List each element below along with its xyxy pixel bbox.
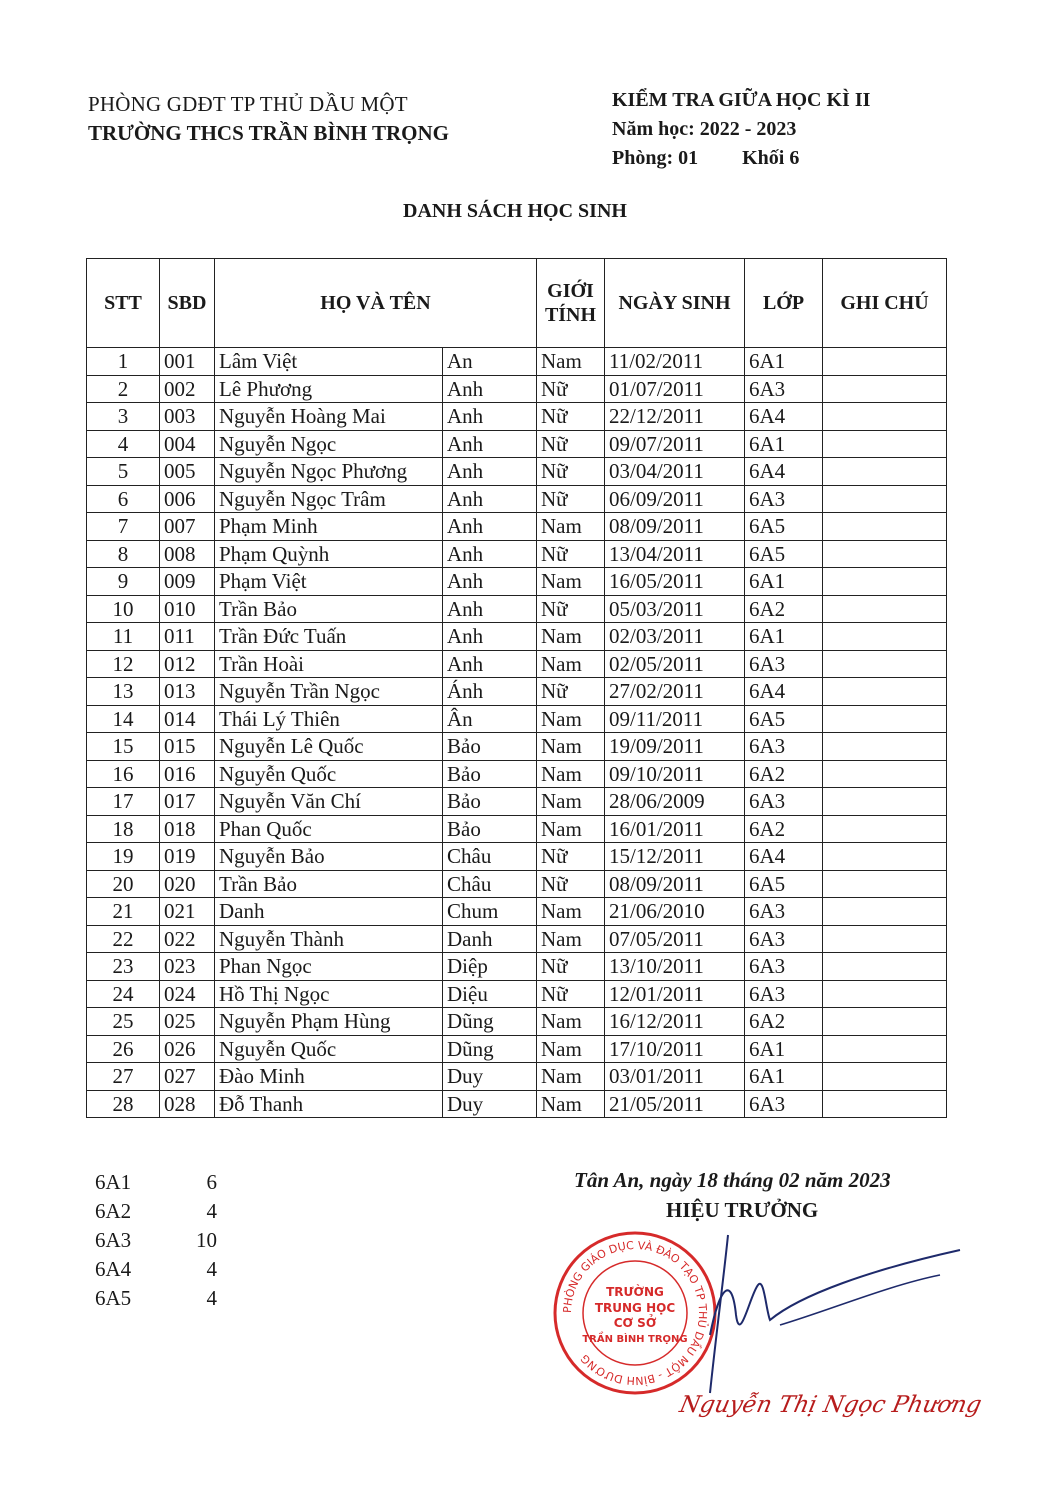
summary-count: 4 — [206, 1199, 217, 1223]
cell-class: 6A4 — [745, 403, 823, 431]
cell-class: 6A3 — [745, 1090, 823, 1118]
cell-stt: 9 — [87, 568, 160, 596]
summary-class: 6A5 — [95, 1286, 132, 1310]
cell-sbd: 014 — [160, 705, 215, 733]
summary-count: 6 — [206, 1170, 217, 1194]
cell-stt: 8 — [87, 540, 160, 568]
cell-class: 6A3 — [745, 925, 823, 953]
col-header-stt: STT — [87, 259, 160, 348]
cell-note — [823, 623, 947, 651]
cell-first-name: Anh — [443, 485, 537, 513]
cell-class: 6A3 — [745, 898, 823, 926]
cell-note — [823, 540, 947, 568]
cell-gender: Nữ — [537, 678, 605, 706]
cell-note — [823, 760, 947, 788]
cell-first-name: Diệp — [443, 953, 537, 981]
summary-row — [95, 1255, 217, 1284]
cell-first-name: Anh — [443, 595, 537, 623]
cell-first-name: Bảo — [443, 760, 537, 788]
cell-gender: Nam — [537, 513, 605, 541]
cell-stt: 26 — [87, 1035, 160, 1063]
stamp-center-line1: TRƯỜNG — [606, 1285, 664, 1299]
cell-last-middle-name: Hồ Thị Ngọc — [215, 980, 443, 1008]
cell-first-name: Duy — [443, 1090, 537, 1118]
cell-gender: Nam — [537, 925, 605, 953]
cell-note — [823, 815, 947, 843]
exam-title: KIỂM TRA GIỮA HỌC KÌ II — [612, 89, 871, 111]
table-row — [87, 788, 947, 816]
cell-last-middle-name: Nguyễn Văn Chí — [215, 788, 443, 816]
table-row — [87, 980, 947, 1008]
cell-sbd: 001 — [160, 348, 215, 376]
cell-sbd: 027 — [160, 1063, 215, 1091]
cell-stt: 6 — [87, 485, 160, 513]
cell-sbd: 025 — [160, 1008, 215, 1036]
cell-last-middle-name: Nguyễn Quốc — [215, 1035, 443, 1063]
document-title: DANH SÁCH HỌC SINH — [403, 200, 627, 222]
table-row — [87, 568, 947, 596]
table-row — [87, 513, 947, 541]
table-row — [87, 430, 947, 458]
cell-note — [823, 650, 947, 678]
cell-stt: 1 — [87, 348, 160, 376]
cell-first-name: Anh — [443, 403, 537, 431]
cell-gender: Nam — [537, 348, 605, 376]
cell-class: 6A3 — [745, 485, 823, 513]
cell-first-name: Bảo — [443, 788, 537, 816]
cell-note — [823, 870, 947, 898]
cell-note — [823, 788, 947, 816]
table-row — [87, 1063, 947, 1091]
room-number: Phòng: 01 — [612, 147, 699, 169]
cell-sbd: 022 — [160, 925, 215, 953]
cell-first-name: Anh — [443, 568, 537, 596]
stamp-center-line2: TRUNG HỌC — [594, 1301, 676, 1315]
table-header-row — [87, 259, 947, 348]
cell-last-middle-name: Phạm Việt — [215, 568, 443, 596]
stamp-center-line3: CƠ SỞ — [613, 1316, 657, 1330]
cell-gender: Nữ — [537, 458, 605, 486]
cell-stt: 13 — [87, 678, 160, 706]
cell-class: 6A1 — [745, 623, 823, 651]
cell-note — [823, 1035, 947, 1063]
cell-dob: 09/10/2011 — [605, 760, 745, 788]
cell-stt: 20 — [87, 870, 160, 898]
table-body — [87, 348, 947, 1118]
cell-sbd: 004 — [160, 430, 215, 458]
cell-gender: Nam — [537, 898, 605, 926]
cell-first-name: Anh — [443, 540, 537, 568]
cell-dob: 05/03/2011 — [605, 595, 745, 623]
cell-dob: 22/12/2011 — [605, 403, 745, 431]
cell-dob: 08/09/2011 — [605, 870, 745, 898]
cell-gender: Nam — [537, 568, 605, 596]
cell-sbd: 024 — [160, 980, 215, 1008]
cell-gender: Nữ — [537, 595, 605, 623]
cell-dob: 03/01/2011 — [605, 1063, 745, 1091]
cell-first-name: Dũng — [443, 1035, 537, 1063]
cell-class: 6A5 — [745, 513, 823, 541]
cell-last-middle-name: Phạm Minh — [215, 513, 443, 541]
cell-first-name: Châu — [443, 843, 537, 871]
cell-first-name: Ánh — [443, 678, 537, 706]
cell-note — [823, 843, 947, 871]
cell-class: 6A5 — [745, 705, 823, 733]
table-row — [87, 595, 947, 623]
cell-note — [823, 925, 947, 953]
cell-stt: 24 — [87, 980, 160, 1008]
cell-note — [823, 1090, 947, 1118]
cell-first-name: Danh — [443, 925, 537, 953]
cell-sbd: 019 — [160, 843, 215, 871]
cell-sbd: 023 — [160, 953, 215, 981]
summary-row — [95, 1226, 217, 1255]
table-row — [87, 898, 947, 926]
gender-header-line2: TÍNH — [544, 304, 597, 326]
cell-first-name: Anh — [443, 623, 537, 651]
cell-note — [823, 375, 947, 403]
cell-gender: Nữ — [537, 540, 605, 568]
table-row — [87, 705, 947, 733]
summary-class: 6A4 — [95, 1257, 132, 1281]
cell-dob: 16/05/2011 — [605, 568, 745, 596]
col-header-dob: NGÀY SINH — [605, 259, 745, 348]
cell-gender: Nam — [537, 815, 605, 843]
table-row — [87, 870, 947, 898]
cell-note — [823, 403, 947, 431]
cell-gender: Nữ — [537, 403, 605, 431]
cell-gender: Nam — [537, 1008, 605, 1036]
place-date: Tân An, ngày 18 tháng 02 năm 2023 — [574, 1168, 891, 1192]
cell-first-name: Anh — [443, 458, 537, 486]
cell-dob: 28/06/2009 — [605, 788, 745, 816]
cell-stt: 23 — [87, 953, 160, 981]
cell-dob: 07/05/2011 — [605, 925, 745, 953]
cell-gender: Nam — [537, 1090, 605, 1118]
cell-last-middle-name: Nguyễn Quốc — [215, 760, 443, 788]
table-row — [87, 733, 947, 761]
cell-gender: Nam — [537, 1035, 605, 1063]
cell-dob: 16/01/2011 — [605, 815, 745, 843]
signer-name: Nguyễn Thị Ngọc Phương — [677, 1392, 984, 1418]
cell-dob: 27/02/2011 — [605, 678, 745, 706]
summary-class: 6A1 — [95, 1170, 132, 1194]
cell-class: 6A2 — [745, 595, 823, 623]
cell-class: 6A4 — [745, 458, 823, 486]
table-row — [87, 678, 947, 706]
cell-last-middle-name: Nguyễn Phạm Hùng — [215, 1008, 443, 1036]
cell-first-name: An — [443, 348, 537, 376]
cell-first-name: Anh — [443, 430, 537, 458]
table-row — [87, 843, 947, 871]
cell-sbd: 008 — [160, 540, 215, 568]
cell-note — [823, 513, 947, 541]
cell-last-middle-name: Nguyễn Trần Ngọc — [215, 678, 443, 706]
cell-class: 6A2 — [745, 1008, 823, 1036]
cell-gender: Nam — [537, 623, 605, 651]
cell-gender: Nữ — [537, 485, 605, 513]
cell-sbd: 028 — [160, 1090, 215, 1118]
cell-note — [823, 458, 947, 486]
col-header-name: HỌ VÀ TÊN — [215, 259, 537, 348]
cell-dob: 09/07/2011 — [605, 430, 745, 458]
cell-first-name: Bảo — [443, 733, 537, 761]
cell-sbd: 006 — [160, 485, 215, 513]
class-count-summary — [95, 1168, 217, 1313]
cell-stt: 27 — [87, 1063, 160, 1091]
room-line — [612, 144, 870, 173]
cell-last-middle-name: Phan Ngọc — [215, 953, 443, 981]
cell-sbd: 020 — [160, 870, 215, 898]
cell-sbd: 010 — [160, 595, 215, 623]
cell-dob: 16/12/2011 — [605, 1008, 745, 1036]
cell-class: 6A5 — [745, 540, 823, 568]
cell-last-middle-name: Lâm Việt — [215, 348, 443, 376]
cell-last-middle-name: Trần Bảo — [215, 595, 443, 623]
summary-row — [95, 1197, 217, 1226]
cell-gender: Nữ — [537, 430, 605, 458]
cell-dob: 19/09/2011 — [605, 733, 745, 761]
cell-sbd: 002 — [160, 375, 215, 403]
cell-first-name: Anh — [443, 650, 537, 678]
cell-sbd: 005 — [160, 458, 215, 486]
table-row — [87, 1008, 947, 1036]
cell-first-name: Dũng — [443, 1008, 537, 1036]
table-row — [87, 623, 947, 651]
summary-row — [95, 1168, 217, 1197]
cell-note — [823, 568, 947, 596]
cell-stt: 21 — [87, 898, 160, 926]
cell-dob: 17/10/2011 — [605, 1035, 745, 1063]
cell-last-middle-name: Trần Đức Tuấn — [215, 623, 443, 651]
cell-first-name: Châu — [443, 870, 537, 898]
cell-class: 6A1 — [745, 1063, 823, 1091]
cell-first-name: Diệu — [443, 980, 537, 1008]
cell-first-name: Ân — [443, 705, 537, 733]
cell-sbd: 007 — [160, 513, 215, 541]
cell-last-middle-name: Nguyễn Thành — [215, 925, 443, 953]
stamp-center-line4: TRẦN BÌNH TRỌNG — [582, 1334, 688, 1345]
cell-gender: Nữ — [537, 980, 605, 1008]
cell-gender: Nam — [537, 1063, 605, 1091]
cell-stt: 10 — [87, 595, 160, 623]
cell-stt: 12 — [87, 650, 160, 678]
cell-note — [823, 678, 947, 706]
cell-sbd: 012 — [160, 650, 215, 678]
header-left — [88, 90, 449, 148]
cell-stt: 7 — [87, 513, 160, 541]
cell-class: 6A3 — [745, 375, 823, 403]
cell-class: 6A2 — [745, 815, 823, 843]
cell-note — [823, 485, 947, 513]
cell-first-name: Anh — [443, 375, 537, 403]
cell-stt: 3 — [87, 403, 160, 431]
cell-dob: 12/01/2011 — [605, 980, 745, 1008]
gender-header-line1: GIỚI — [547, 280, 594, 302]
table-row — [87, 760, 947, 788]
signer-role: HIỆU TRƯỞNG — [666, 1198, 819, 1222]
cell-class: 6A3 — [745, 650, 823, 678]
cell-class: 6A3 — [745, 733, 823, 761]
cell-class: 6A5 — [745, 870, 823, 898]
cell-last-middle-name: Trần Hoài — [215, 650, 443, 678]
cell-sbd: 026 — [160, 1035, 215, 1063]
table-row — [87, 953, 947, 981]
cell-dob: 21/05/2011 — [605, 1090, 745, 1118]
cell-note — [823, 953, 947, 981]
cell-dob: 01/07/2011 — [605, 375, 745, 403]
cell-sbd: 011 — [160, 623, 215, 651]
school-year: Năm học: 2022 - 2023 — [612, 118, 797, 140]
cell-stt: 22 — [87, 925, 160, 953]
cell-first-name: Bảo — [443, 815, 537, 843]
cell-last-middle-name: Nguyễn Ngọc — [215, 430, 443, 458]
summary-class: 6A3 — [95, 1228, 132, 1252]
cell-sbd: 016 — [160, 760, 215, 788]
cell-first-name: Anh — [443, 513, 537, 541]
cell-note — [823, 1063, 947, 1091]
table-row — [87, 348, 947, 376]
cell-dob: 13/04/2011 — [605, 540, 745, 568]
cell-first-name: Chum — [443, 898, 537, 926]
table-row — [87, 1090, 947, 1118]
cell-note — [823, 595, 947, 623]
cell-class: 6A1 — [745, 348, 823, 376]
handwritten-signature — [640, 1215, 970, 1400]
cell-last-middle-name: Thái Lý Thiên — [215, 705, 443, 733]
department-name: PHÒNG GDĐT TP THỦ DẦU MỘT — [88, 92, 408, 116]
cell-stt: 4 — [87, 430, 160, 458]
cell-gender: Nam — [537, 788, 605, 816]
cell-note — [823, 348, 947, 376]
cell-gender: Nữ — [537, 843, 605, 871]
cell-dob: 02/05/2011 — [605, 650, 745, 678]
cell-last-middle-name: Trần Bảo — [215, 870, 443, 898]
summary-count: 4 — [206, 1257, 217, 1281]
cell-sbd: 021 — [160, 898, 215, 926]
cell-sbd: 017 — [160, 788, 215, 816]
cell-note — [823, 898, 947, 926]
cell-last-middle-name: Phạm Quỳnh — [215, 540, 443, 568]
cell-sbd: 018 — [160, 815, 215, 843]
table-row — [87, 815, 947, 843]
table-row — [87, 403, 947, 431]
cell-class: 6A1 — [745, 430, 823, 458]
cell-sbd: 013 — [160, 678, 215, 706]
summary-count: 10 — [196, 1228, 217, 1252]
cell-last-middle-name: Nguyễn Bảo — [215, 843, 443, 871]
cell-last-middle-name: Lê Phương — [215, 375, 443, 403]
cell-gender: Nữ — [537, 870, 605, 898]
cell-sbd: 009 — [160, 568, 215, 596]
student-roster-table — [86, 258, 947, 1118]
summary-row — [95, 1284, 217, 1313]
cell-dob: 13/10/2011 — [605, 953, 745, 981]
table-row — [87, 458, 947, 486]
cell-last-middle-name: Đào Minh — [215, 1063, 443, 1091]
cell-last-middle-name: Nguyễn Ngọc Trâm — [215, 485, 443, 513]
table-row — [87, 925, 947, 953]
cell-gender: Nam — [537, 733, 605, 761]
table-row — [87, 650, 947, 678]
cell-last-middle-name: Nguyễn Hoàng Mai — [215, 403, 443, 431]
cell-stt: 19 — [87, 843, 160, 871]
table-row — [87, 1035, 947, 1063]
cell-dob: 08/09/2011 — [605, 513, 745, 541]
cell-class: 6A1 — [745, 1035, 823, 1063]
summary-class: 6A2 — [95, 1199, 132, 1223]
cell-dob: 11/02/2011 — [605, 348, 745, 376]
cell-gender: Nam — [537, 650, 605, 678]
col-header-gender — [537, 259, 605, 348]
table-row — [87, 375, 947, 403]
cell-note — [823, 705, 947, 733]
cell-stt: 15 — [87, 733, 160, 761]
header-right — [612, 86, 870, 173]
cell-stt: 14 — [87, 705, 160, 733]
table-row — [87, 485, 947, 513]
cell-gender: Nam — [537, 705, 605, 733]
cell-first-name: Duy — [443, 1063, 537, 1091]
cell-dob: 02/03/2011 — [605, 623, 745, 651]
summary-count: 4 — [206, 1286, 217, 1310]
cell-stt: 5 — [87, 458, 160, 486]
cell-gender: Nữ — [537, 375, 605, 403]
grade-level: Khối 6 — [742, 147, 800, 169]
cell-stt: 28 — [87, 1090, 160, 1118]
cell-dob: 15/12/2011 — [605, 843, 745, 871]
cell-last-middle-name: Nguyễn Ngọc Phương — [215, 458, 443, 486]
cell-stt: 2 — [87, 375, 160, 403]
cell-gender: Nữ — [537, 953, 605, 981]
cell-stt: 16 — [87, 760, 160, 788]
stamp-ring-text: PHÒNG GIÁO DỤC VÀ ĐÀO TẠO TP THỦ DẦU MỘT - BÌNH DƯƠNG — [560, 1238, 710, 1388]
cell-sbd: 015 — [160, 733, 215, 761]
cell-dob: 03/04/2011 — [605, 458, 745, 486]
cell-note — [823, 1008, 947, 1036]
cell-note — [823, 430, 947, 458]
cell-class: 6A2 — [745, 760, 823, 788]
cell-last-middle-name: Danh — [215, 898, 443, 926]
cell-dob: 21/06/2010 — [605, 898, 745, 926]
cell-class: 6A3 — [745, 980, 823, 1008]
cell-stt: 17 — [87, 788, 160, 816]
cell-class: 6A3 — [745, 788, 823, 816]
table-row — [87, 540, 947, 568]
school-name: TRƯỜNG THCS TRẦN BÌNH TRỌNG — [88, 121, 449, 145]
cell-class: 6A4 — [745, 678, 823, 706]
cell-dob: 06/09/2011 — [605, 485, 745, 513]
cell-last-middle-name: Đỗ Thanh — [215, 1090, 443, 1118]
cell-sbd: 003 — [160, 403, 215, 431]
cell-stt: 11 — [87, 623, 160, 651]
cell-last-middle-name: Nguyễn Lê Quốc — [215, 733, 443, 761]
cell-dob: 09/11/2011 — [605, 705, 745, 733]
cell-stt: 25 — [87, 1008, 160, 1036]
cell-note — [823, 733, 947, 761]
col-header-class: LỚP — [745, 259, 823, 348]
col-header-note: GHI CHÚ — [823, 259, 947, 348]
col-header-sbd: SBD — [160, 259, 215, 348]
cell-last-middle-name: Phan Quốc — [215, 815, 443, 843]
cell-class: 6A4 — [745, 843, 823, 871]
cell-note — [823, 980, 947, 1008]
cell-stt: 18 — [87, 815, 160, 843]
cell-class: 6A1 — [745, 568, 823, 596]
cell-class: 6A3 — [745, 953, 823, 981]
cell-gender: Nam — [537, 760, 605, 788]
